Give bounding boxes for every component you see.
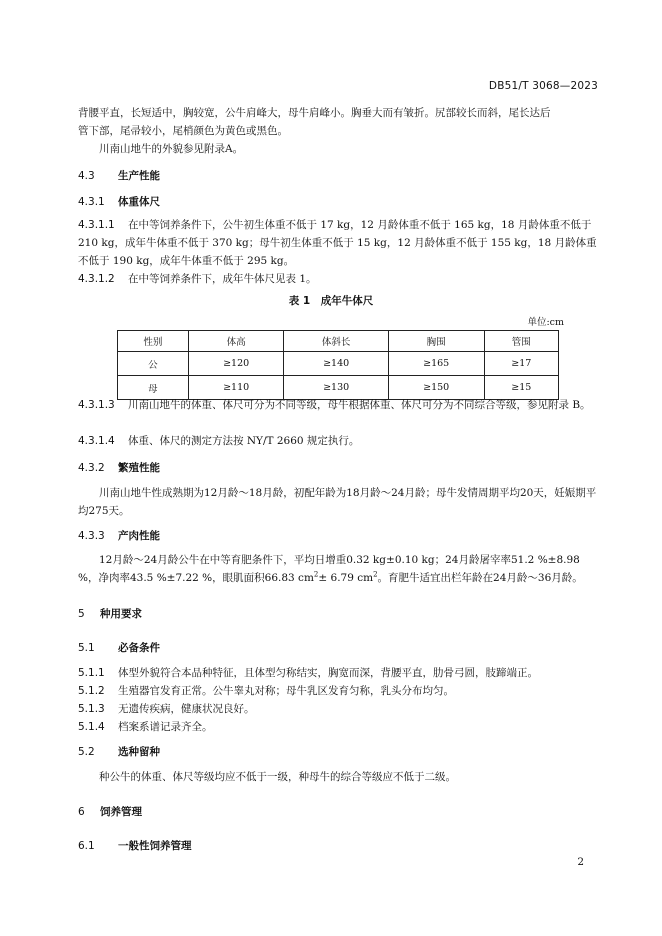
table-cell: 公 (118, 352, 189, 376)
superscript: 2 (373, 570, 378, 579)
clause-number: 4.3.1.1 (78, 219, 115, 231)
clause-text: 在中等饲养条件下，公牛初生体重不低于 17 kg，12 月龄体重不低于 165 kg，18 月龄体重不低于 210 kg，成年牛体重不低于 370 kg；母牛初生体重不低于 15 kg，12 月龄体重不低于 155 kg，18 月龄体重不低于 190 kg，成年牛体重不低于 295 kg。 (78, 219, 597, 267)
clause-text: 川南山地牛的体重、体尺可分为不同等级，母牛根据体重、体尺可分为不同综合等级，参见附录 B。 (128, 399, 591, 411)
section-title: 繁殖性能 (118, 462, 160, 474)
clause-4-3-1-4 (78, 432, 598, 450)
section-number: 4.3 (78, 170, 95, 182)
clause-4-3-1-2 (78, 270, 598, 288)
section-title: 体重体尺 (118, 196, 160, 208)
section-5-2-heading (78, 744, 160, 759)
header-cannon-girth: 管围 (484, 331, 558, 352)
section-6-1-heading (78, 838, 192, 853)
clause-number: 5.1.1 (78, 667, 105, 679)
breeding-selection-paragraph: 种公牛的体重、体尺等级均应不低于一级，种母牛的综合等级应不低于二级。 (99, 771, 456, 783)
table-cell: ≥140 (284, 352, 388, 376)
table-cell: ≥150 (388, 376, 484, 400)
table-cell: ≥130 (284, 376, 388, 400)
section-number: 5.1 (78, 642, 95, 654)
meat-text-part-3: 。育肥牛适宜出栏年龄在24月龄～36月龄。 (377, 572, 583, 584)
section-number: 4.3.1 (78, 196, 105, 208)
clause-number: 4.3.1.3 (78, 399, 115, 411)
clause-5-1-3 (78, 700, 598, 718)
superscript: 2 (313, 570, 319, 579)
clause-number: 5.1.4 (78, 721, 105, 733)
clause-text: 生殖器官发育正常。公牛睾丸对称；母牛乳区发育匀称，乳头分布均匀。 (118, 685, 454, 697)
section-5-1-heading (78, 640, 160, 655)
body-measurement-table (117, 330, 559, 400)
clause-5-1-1 (78, 664, 598, 682)
meat-production-paragraph (78, 551, 598, 587)
clause-4-3-1-3 (78, 396, 598, 414)
clause-text: 体型外貌符合本品种特征，且体型匀称结实，胸宽而深，背腰平直，肋骨弓圆，肢蹄端正。 (118, 667, 538, 679)
header-body-length: 体斜长 (284, 331, 388, 352)
appendix-reference: 川南山地牛的外貌参见附录A。 (99, 143, 244, 155)
section-number: 4.3.3 (78, 530, 105, 542)
reproduction-paragraph: 川南山地牛性成熟期为12月龄～18月龄，初配年龄为18月龄～24月龄；母牛发情周期平均20天，妊娠期平均275天。 (78, 487, 597, 517)
meat-text-part-1: 12月龄～24月龄公牛在中等育肥条件下，平均日增重0.32 kg±0.10 kg；24月龄屠宰率51.2 %±8.98 %，净肉率43.5 %±7.22 %，眼肌面积66.83 cm (78, 554, 580, 584)
clause-number: 4.3.1.2 (78, 273, 115, 285)
section-title: 选种留种 (118, 746, 160, 758)
section-number: 5.2 (78, 746, 95, 758)
header-chest-girth: 胸围 (388, 331, 484, 352)
table-cell: ≥165 (388, 352, 484, 376)
section-title: 一般性饲养管理 (118, 840, 192, 852)
clause-text: 档案系谱记录齐全。 (118, 721, 213, 733)
table-row (118, 352, 559, 376)
section-title: 饲养管理 (100, 806, 142, 818)
intro-line-1: 背腰平直，长短适中，胸较宽，公牛肩峰大，母牛肩峰小。胸垂大而有皱折。尻部较长而斜，尾长达后 (78, 107, 551, 119)
section-title: 必备条件 (118, 642, 160, 654)
meat-text-part-2: ± 6.79 cm (318, 572, 374, 584)
table-header-row (118, 331, 559, 352)
clause-number: 5.1.2 (78, 685, 105, 697)
section-number: 4.3.2 (78, 462, 105, 474)
clause-5-1-4 (78, 718, 598, 736)
section-number: 6 (78, 806, 85, 818)
section-4-3-2-heading (78, 460, 160, 475)
clause-text: 无遗传疾病，健康状况良好。 (118, 703, 255, 715)
table-1-unit: 单位:cm (527, 317, 564, 328)
table-cell: ≥15 (484, 376, 558, 400)
section-number: 6.1 (78, 840, 95, 852)
header-height: 体高 (188, 331, 284, 352)
section-4-3-1-heading (78, 194, 160, 209)
table-cell: ≥120 (188, 352, 284, 376)
section-title: 产肉性能 (118, 530, 160, 542)
header-sex: 性别 (118, 331, 189, 352)
section-title: 生产性能 (118, 170, 160, 182)
clause-text: 在中等饲养条件下，成年牛体尺见表 1。 (128, 273, 317, 285)
standard-code: DB51/T 3068—2023 (488, 80, 598, 92)
clause-5-1-2 (78, 682, 598, 700)
table-cell: ≥110 (188, 376, 284, 400)
clause-number: 4.3.1.4 (78, 435, 115, 447)
clause-4-3-1-1 (78, 216, 598, 270)
section-5-heading (78, 606, 142, 621)
section-6-heading (78, 804, 142, 819)
table-cell: 母 (118, 376, 189, 400)
intro-line-2: 管下部，尾帚较小，尾梢颜色为黄色或黑色。 (78, 125, 288, 137)
table-1-title: 表 1 成年牛体尺 (288, 295, 374, 307)
section-title: 种用要求 (100, 608, 142, 620)
clause-text: 体重、体尺的测定方法按 NY/T 2660 规定执行。 (128, 435, 360, 447)
page-number: 2 (577, 856, 584, 868)
table-cell: ≥17 (484, 352, 558, 376)
section-4-3-3-heading (78, 528, 160, 543)
clause-number: 5.1.3 (78, 703, 105, 715)
section-4-3-heading (78, 168, 160, 183)
section-number: 5 (78, 608, 85, 620)
